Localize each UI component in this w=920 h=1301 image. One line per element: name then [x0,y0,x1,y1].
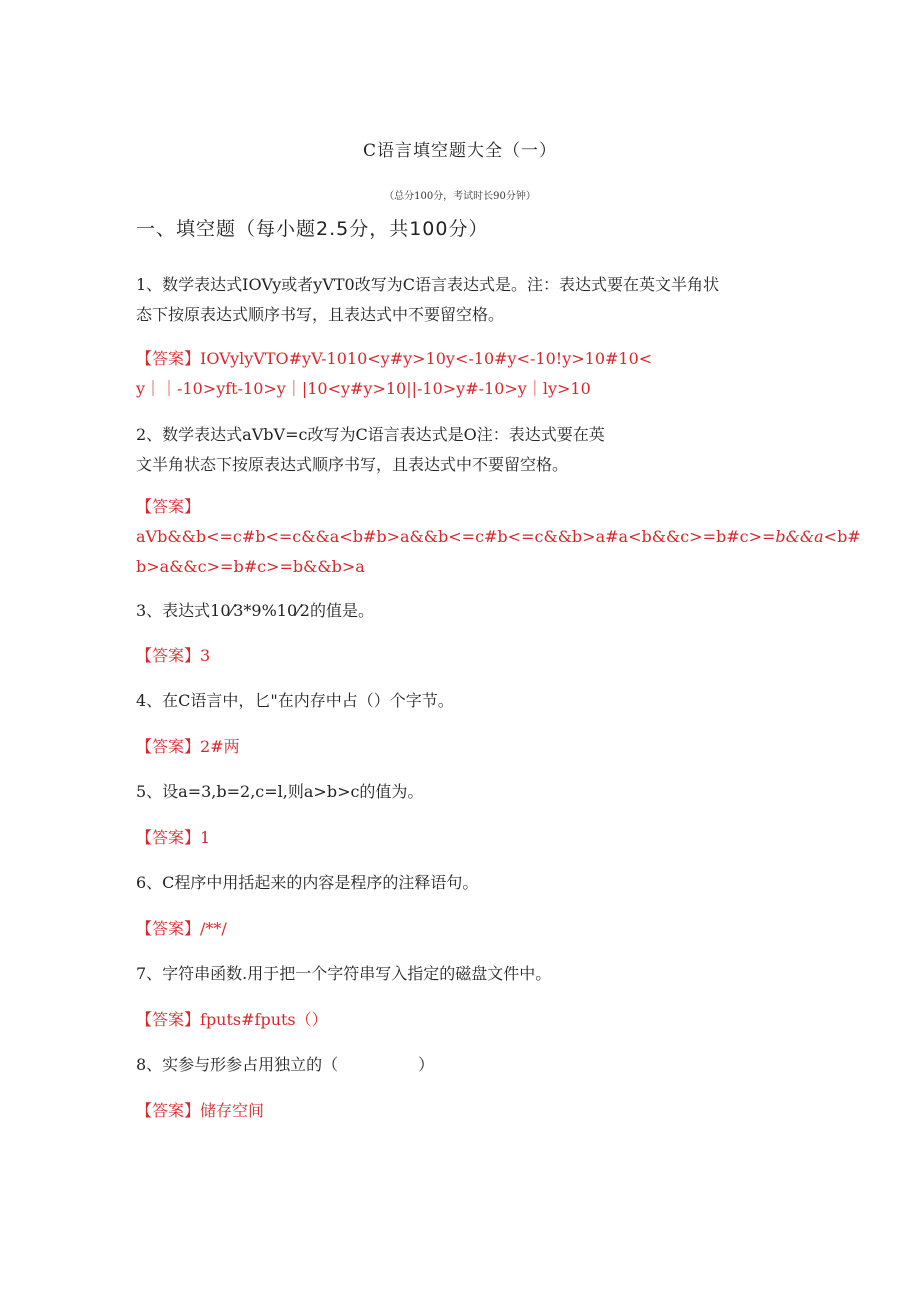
question-4-line-1: 4、在C语言中，匕"在内存中占（）个字节。 [136,691,454,710]
answer-tag: 【答案】 [136,1101,201,1120]
question-5-line-1: 5、设a=3,b=2,c=l,则a>b>c的值为。 [136,782,424,801]
question-4 [136,686,786,716]
question-1 [136,270,786,330]
question-6 [136,868,786,898]
answer-8 [136,1096,786,1126]
answer-2-line-2: b>a&&c>=b#c>=b&&b>a [136,557,365,576]
question-7 [136,959,786,989]
answer-tag: 【答案】 [136,737,201,756]
answer-3 [136,641,786,671]
answer-2-italic: =b&&a [761,527,824,546]
answer-6 [136,914,786,944]
question-3 [136,596,786,626]
answer-tag: 【答案】 [136,646,201,665]
document-title: C语言填空题大全（一） [362,141,557,161]
section-heading: 一、填空题（每小题2.5分，共100分） [136,218,489,240]
answer-1-line-1: IOVylyVTO#yV-1010<y#y>10y<-10#y<-10!y>10#10< [200,349,653,368]
answer-2 [136,492,861,582]
answer-2-line-1: aVb&&b<=c#b<=c&&a<b#b>a&&b<=c#b<=c&&b>a#a<b&&c>=b#c> [136,527,762,546]
answer-4-value: 2#两 [200,737,240,756]
answer-tag: 【答案】 [136,497,201,516]
question-2-line-1: 2、数学表达式aVbV=c改写为C语言表达式是O注：表达式要在英 [136,425,605,444]
answer-8-value: 储存空间 [200,1101,265,1120]
question-5 [136,777,786,807]
question-8-line-1: 8、实参与形参占用独立的（ ） [136,1055,435,1074]
question-2 [136,420,786,480]
answer-5-value: 1 [200,828,211,847]
answer-3-value: 3 [200,646,211,665]
answer-tag: 【答案】 [136,349,201,368]
question-1-line-2: 态下按原表达式顺序书写，且表达式中不要留空格。 [136,305,505,324]
answer-7-value: fputs#fputs（） [200,1010,328,1029]
answer-1-line-2: y｜｜-10>yft-10>y｜|10<y#y>10||-10>y#-10>y｜ly>10 [136,379,591,398]
document-subtitle: （总分100分，考试时长90分钟） [384,191,536,202]
answer-tag: 【答案】 [136,919,201,938]
answer-4 [136,732,786,762]
question-1-line-1: 1、数学表达式IOVy或者yVT0改写为C语言表达式是。注：表达式要在英文半角状 [136,275,719,294]
question-6-line-1: 6、C程序中用括起来的内容是程序的注释语句。 [136,873,479,892]
question-3-line-1: 3、表达式10⁄3*9%10⁄2的值是。 [136,601,374,620]
answer-5 [136,823,786,853]
answer-tag: 【答案】 [136,828,201,847]
question-2-line-2: 文半角状态下按原表达式顺序书写，且表达式中不要留空格。 [136,455,569,474]
question-7-line-1: 7、字符串函数.用于把一个字符串写入指定的磁盘文件中。 [136,964,552,983]
answer-tag: 【答案】 [136,1010,201,1029]
answer-6-value: /**/ [200,919,227,938]
answer-1 [136,344,786,404]
answer-2-tail: <b# [823,527,861,546]
question-8 [136,1050,786,1080]
answer-7 [136,1005,786,1035]
